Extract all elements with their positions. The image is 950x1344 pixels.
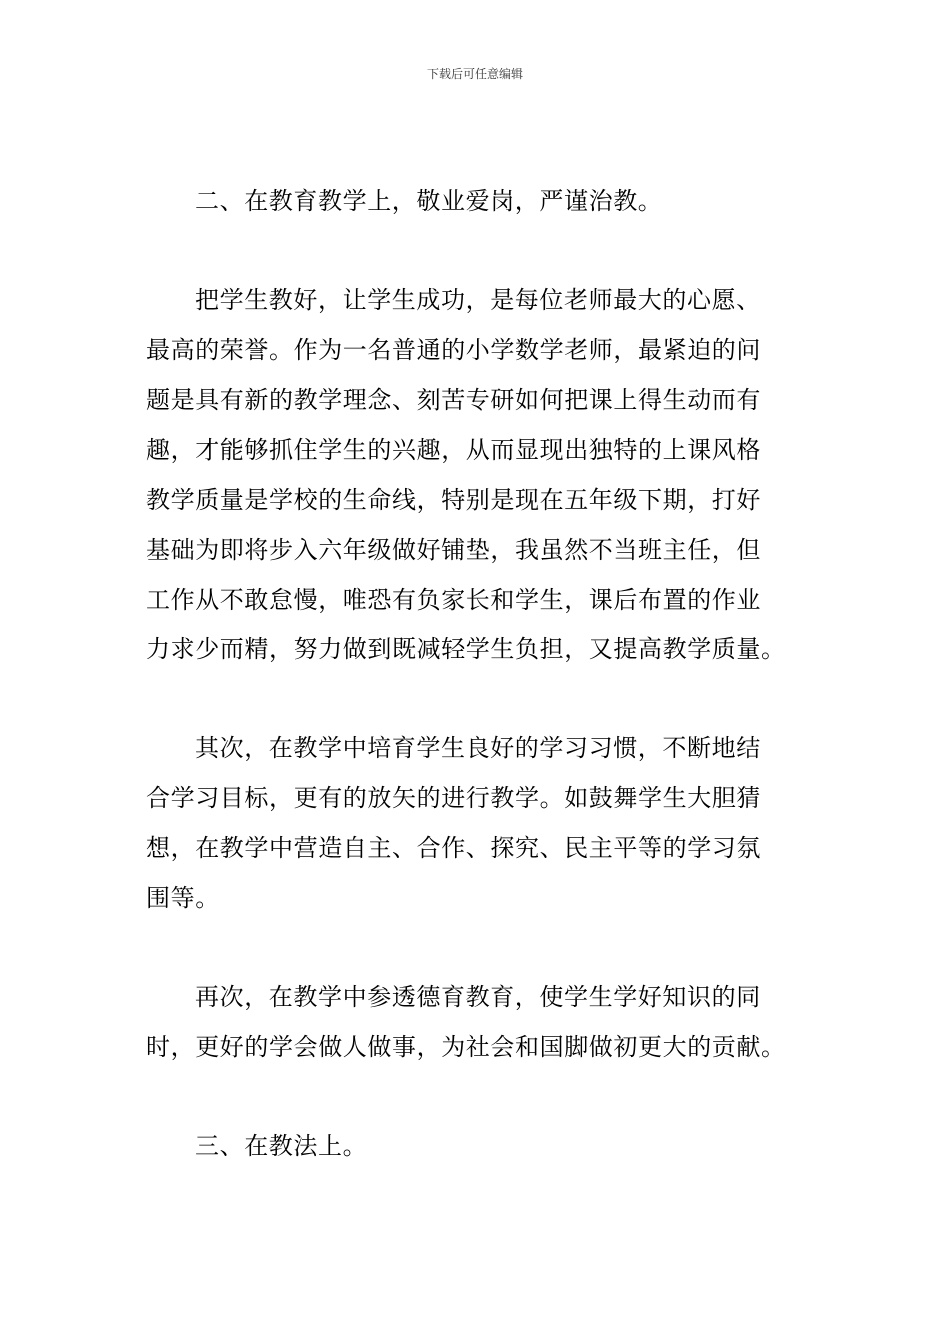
- header-note: 下载后可任意编辑: [426, 67, 523, 81]
- paragraph-line: 把学生教好，让学生成功，是每位老师最大的心愿、: [195, 286, 761, 314]
- paragraph-line: 其次，在教学中培育学生良好的学习习惯，不断地结: [195, 734, 761, 762]
- section-heading-three: 三、在教法上。: [195, 1132, 368, 1160]
- paragraph-line: 题是具有新的教学理念、刻苦专研如何把课上得生动而有: [146, 386, 761, 414]
- paragraph-line: 趣，才能够抓住学生的兴趣，从而显现出独特的上课风格: [146, 436, 761, 464]
- paragraph-line: 力求少而精，努力做到既减轻学生负担，又提高教学质量。: [146, 635, 786, 663]
- paragraph-line: 最高的荣誉。作为一名普通的小学数学老师，最紧迫的问: [146, 336, 761, 364]
- paragraph-line: 围等。: [146, 884, 220, 912]
- paragraph-line: 时，更好的学会做人做事，为社会和国脚做初更大的贡献。: [146, 1033, 786, 1061]
- paragraph-line: 基础为即将步入六年级做好铺垫，我虽然不当班主任，但: [146, 536, 761, 564]
- paragraph-line: 想，在教学中营造自主、合作、探究、民主平等的学习氛: [146, 834, 761, 862]
- paragraph-line: 合学习目标，更有的放矢的进行教学。如鼓舞学生大胆猜: [146, 784, 761, 812]
- paragraph-line: 教学质量是学校的生命线，特别是现在五年级下期，打好: [146, 486, 761, 514]
- paragraph-line: 工作从不敢怠慢，唯恐有负家长和学生，课后布置的作业: [146, 586, 761, 614]
- section-heading-two: 二、在教育教学上，敬业爱岗，严谨治教。: [195, 187, 663, 215]
- paragraph-line: 再次，在教学中参透德育教育，使学生学好知识的同: [195, 983, 761, 1011]
